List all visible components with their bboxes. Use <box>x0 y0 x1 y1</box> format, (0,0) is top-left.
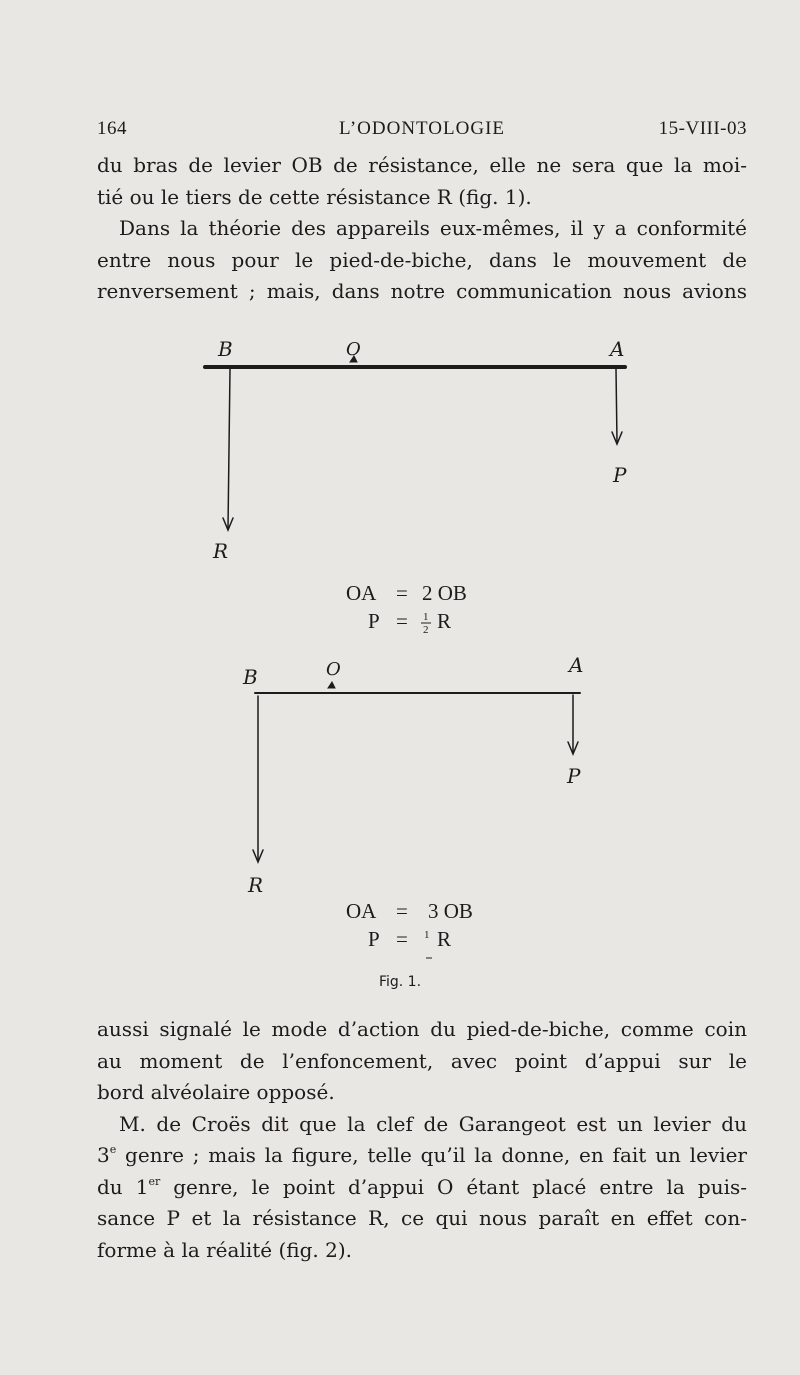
text-line: renversement ; mais, dans notre communication nous avions <box>97 279 747 303</box>
ordinal-number: du 1 <box>97 1174 149 1199</box>
fig1-label-o: O <box>346 339 361 360</box>
fig2-label-b: B <box>243 665 258 689</box>
fig1-eq2-right: R <box>437 609 452 633</box>
body-text-bottom <box>97 1014 747 1266</box>
text-line: du bras de levier OB de résistance, elle ne sera que la moi- <box>97 153 747 177</box>
fig2-label-r: R <box>248 873 264 897</box>
figure2-lever <box>253 682 580 862</box>
ordinal-number: 3 <box>97 1143 110 1167</box>
fig2-eq1-left: OA <box>346 899 377 923</box>
equals-sign: = <box>396 581 408 605</box>
fig1-eq1-left: OA <box>346 581 377 605</box>
fig2-eq2-left: P <box>368 927 380 951</box>
fig1-eq2-den: 2 <box>423 624 429 636</box>
page-number: 164 <box>97 118 127 139</box>
equals-sign: = <box>396 899 408 923</box>
text-line <box>97 1172 747 1204</box>
text-fragment: genre ; mais la figure, telle qu’il la donne, en fait un levier <box>116 1143 747 1167</box>
text-fragment: genre, le point d’appui O étant placé entre la puis- <box>160 1174 747 1199</box>
text-line: entre nous pour le pied-de-biche, dans le mouvement de <box>97 247 747 272</box>
fig2-eq1-right: 3 OB <box>428 899 473 923</box>
text-line: aussi signalé le mode d’action du pied-de-biche, comme coin <box>97 1017 747 1041</box>
equals-sign: = <box>396 927 408 951</box>
fig1-eq2-num: 1 <box>423 611 429 623</box>
fig2-eq2-right: R <box>437 927 452 951</box>
fig1-label-a: A <box>610 337 625 361</box>
equals-sign: = <box>396 609 408 633</box>
fig1-eq1-right: 2 OB <box>422 581 467 605</box>
figure1-lever <box>205 356 625 530</box>
fig2-label-o: O <box>326 659 341 680</box>
text-line: tié ou le tiers de cette résistance R (fig. 1). <box>97 184 532 209</box>
text-line: au moment de l’enfoncement, avec point d’appui sur le <box>97 1048 747 1073</box>
text-line: sance P et la résistance R, ce qui nous paraît en effet con- <box>97 1206 747 1230</box>
fig1-label-b: B <box>218 337 233 361</box>
ordinal-suffix: e <box>109 1143 117 1156</box>
issue-date: 15-VIII-03 <box>658 118 747 139</box>
text-line: bord alvéolaire opposé. <box>97 1080 335 1104</box>
text-line: forme à la réalité (fig. 2). <box>97 1237 353 1262</box>
fig1-eq2-left: P <box>368 609 380 633</box>
figure-caption: Fig. 1. <box>378 974 422 990</box>
fig2-eq2-num: 1 <box>424 929 430 941</box>
journal-title: L’ODONTOLOGIE <box>338 118 506 139</box>
fig1-label-r: R <box>213 539 229 563</box>
ordinal-suffix: er <box>148 1174 161 1188</box>
fig2-label-p: P <box>567 764 581 788</box>
fig2-label-a: A <box>569 653 584 677</box>
text-line: M. de Croës dit que la clef de Garangeot est un levier du <box>119 1111 747 1136</box>
fig1-label-p: P <box>613 463 627 487</box>
text-line <box>97 1140 747 1172</box>
text-line: Dans la théorie des appareils eux-mêmes, il y a conformité <box>119 216 747 240</box>
